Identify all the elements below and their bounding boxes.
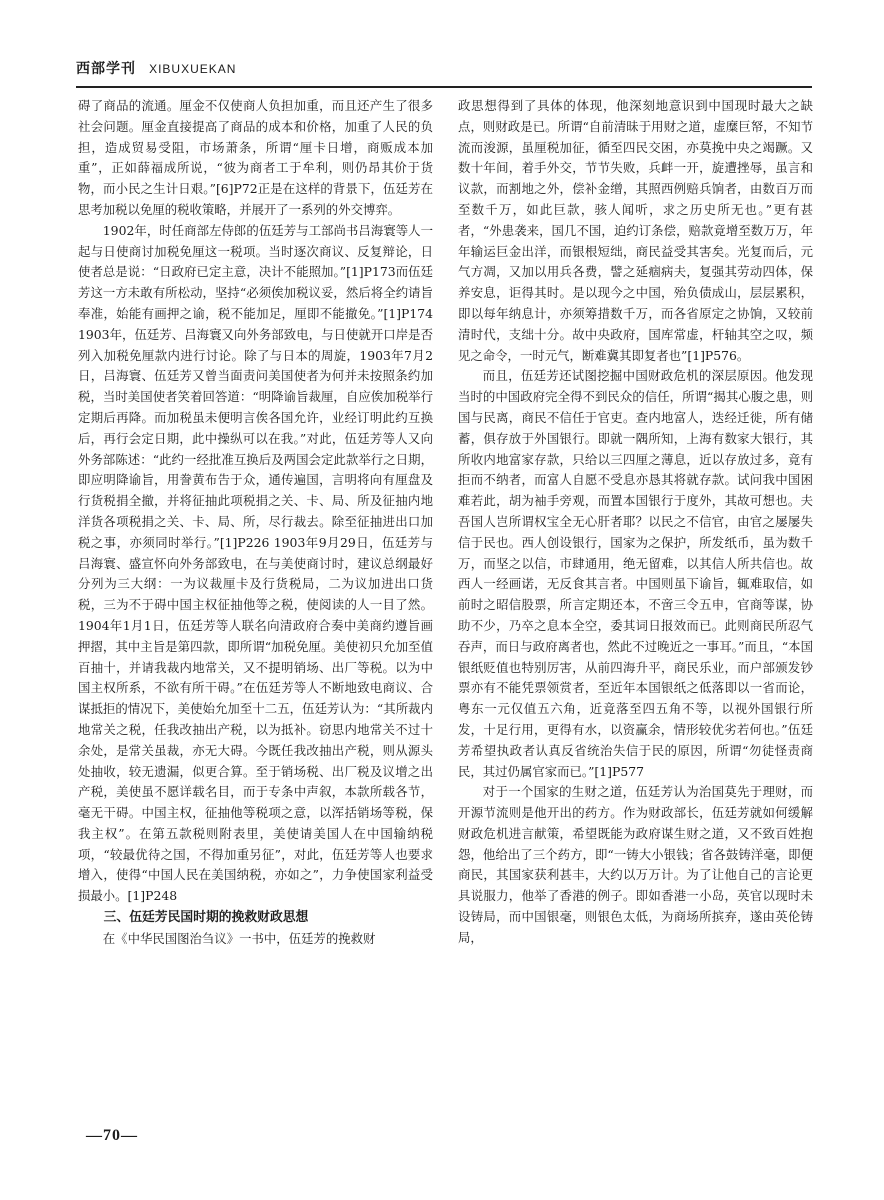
paragraph: 政思想得到了具体的体现，他深刻地意识到中国现时最大之缺点，则财政是已。所谓“自前清昧于用财之道，虚糜巨帑，不知节流而浚源，虽厘税加征，循至四民交困，亦莫挽中央之竭蹶。又数十年间，着手外交，节节失败，兵衅一开，旋遭挫辱，虽言和议款，而割地之外，偿补金缯，其照西例赔兵饷者，由数百万而至数千万，如此巨款，骇人闻听，求之历史所无也。”更有甚者，“外患袭来，国几不国，迫约订条偿，赔款竟增至数万万，年年输运巨金出洋，而银根短绌，商民益受其害矣。光复而后，元气方凋，又加以用兵各费，譬之延痼病夫，复强其劳动四体，保养安息，讵得其时。是以现今之中国，殆负债成山，层层累积，即以每年纳息计，亦须筹措数千万，而各省原定之协饷，又较前清时代，支绌十分。故中央政府，国库常虚，杆轴其空之叹，频见之命令，一时元气，断难冀其即复者也”[1]P576。 <box>458 98 813 363</box>
paragraph: 1902年，时任商部左侍郎的伍廷芳与工部尚书吕海寰等人一起与日使商讨加税免厘这一税项。当时逐次商议、反复辩论，日使者总是说：“日政府已定主意，决计不能照加。”[1]P173而伍廷芳这一方未敢有所松动，坚持“必须俟加税议妥，然后将全约请旨奉准，始能有画押之谕，税不能加足，厘即不能撤免。”[1]P174 1903年，伍廷芳、吕海寰又向外务部致电，与日使就开口岸是否列入加税免厘款内进行讨论。除了与日本的周旋，1903年7月2日，吕海寰、伍廷芳又曾当面责问美国使者为何并未按照条约加税，当时美国使者笑着回答道：“明降谕旨裁厘，自应俟加税举行定期后再降。而加税虽未便明言俟各国允许，业经订明此约互换后，再行会定日期，此中操纵可以在我。”对此，伍廷芳等人又向外务部陈述：“此约一经批准互换后及两国会定此款举行之日期，即应明降谕旨，用誊黄布告于众，通传遍国，言明将向有厘盘及行货税捐全撤，并将征抽此项税捐之关、卡、局、所及征抽内地洋货各项税捐之关、卡、局、所，尽行裁去。除至征抽进出口加税之事，亦须同时举行。”[1]P226 1903年9月29日，伍廷芳与吕海寰、盛宣怀向外务部致电，在与美使商讨时，建议总纲最好分列为三大纲：一为议裁厘卡及行货税局，二为议加进出口货税，三为不于碍中国主权征抽他等之税，使阅读的人一目了然。1904年1月1日，伍廷芳等人联名向清政府合奏中美商约遵旨画押摺，其中主旨是第四款，即所谓“加税免厘。美使初只允加至值百抽十，并请我裁内地常关，又不提明销场、出厂等税。以为中国主权所系，不欲有所干碍。”在伍廷芳等人不断地致电商议、合谋抵拒的情况下，美使始允加至十二五，伍廷芳认为：“其所裁内地常关之税，任我改抽出产税，以为抵补。窃思内地常关不过十余处，是常关虽裁，亦无大碍。今既任我改抽出产税，则从源头处抽收，较无遗漏，似更合算。至于销场税、出厂税及议增之出产税，美使虽不愿详载名目，而于专条中声叙，本款所载各节，毫无干碍。中国主权，征抽他等税项之意，以浑括销场等税，保我主权”。在第五款税则附表里，美使请美国人在中国输纳税项，“较最优待之国，不得加重另征”，对此，伍廷芳等人也要求增入，使得“中国人民在美国纳税，亦如之”，力争使国家利益受损最小。[1]P248 <box>78 222 433 904</box>
paragraph: 而且，伍廷芳还试图挖掘中国财政危机的深层原因。他发现当时的中国政府完全得不到民众的信任，所谓“揭其心腹之患，则国与民离，商民不信任于官吏。查内地富人，迭经迁徙，所有储蓄，俱存放于外国银行。即就一隅所知，上海有数家大银行，其所收内地富家存款，只给以三四厘之薄息，近以存放过多，竟有拒而不纳者，而富人自愿不受息亦恳其将就存款。试问我中国困难若此，胡为袖手旁观，而置本国银行于度外，其故可想也。夫吾国人岂所谓权宝全无心肝者耶？以民之不信官，由官之屡屡失信于民也。西人创设银行，国家为之保护，所发纸币，虽为数千万，而坚之以信，市肆通用，绝无留难，以其信人所共信也。故西人一经画诺，无反食其言者。中国则虽下谕旨，辄难取信，如前时之昭信股票，所言定期还本，不啻三令五申，官商等谋，协助不少，乃卒之息本全空，委其词日报效而已。此则商民所忍气吞声，而日与政府离者也，然此不过晚近之一事耳。”而且，“本国银纸贬值也特别厉害，从前四海升平，商民乐业，而户部颁发钞票亦有不能凭票领赏者，至近年本国银纸之低落即以一省而论，粤东一元仅值五六角，近竟落至四五角不等，以视外国银行所发，十足行用，更得有水，以资赢余，情形较优劣若何也。”伍廷芳希望执政者认真反省统治失信于民的原因，所谓“勿徒怪责商民，其过仍属官家而已。”[1]P577 <box>458 368 813 779</box>
journal-pinyin: XIBUXUEKAN <box>149 62 237 76</box>
left-column <box>78 96 433 1111</box>
section-heading: 三、伍廷芳民国时期的挽救财政思想 <box>103 910 309 926</box>
header-rule <box>76 86 812 88</box>
paragraph: 对于一个国家的生财之道，伍廷芳认为治国莫先于理财，而开源节流则是他开出的药方。作为财政部长，伍廷芳就如何缓解财政危机进言献策，希望既能为政府谋生财之道，又不致百姓抱怨，他给出了三个药方，即“一铸大小银钱；省各鼓铸洋毫，即便商民，其国家获利甚丰，大约以万万计。为了让他自己的言论更具说服力，他举了香港的例子。即如香港一小岛，英官以现时未设铸局，而中国银毫，则银色太低，为商场所摈弃，遂由英伦铸局， <box>458 784 813 945</box>
running-header <box>76 58 812 82</box>
page-number: —70— <box>86 1127 138 1144</box>
paragraph: 碍了商品的流通。厘金不仅使商人负担加重，而且还产生了很多社会问题。厘金直接提高了商品的成本和价格，加重了人民的负担，造成贸易受阻，市场萧条，所谓“厘卡日增，商贩成本加重”，正如薛福成所说，“彼为商者工于牟利，则仍昂其价于货物，而小民之生计日艰。”[6]P72正是在这样的背景下，伍廷芳在思考加税以免厘的税收策略，并展开了一系列的外交博弈。 <box>78 98 433 217</box>
journal-title: 西部学刊 <box>76 61 136 77</box>
paragraph: 在《中华民国图治刍议》一书中，伍廷芳的挽救财 <box>102 931 376 947</box>
right-column <box>458 96 813 1111</box>
